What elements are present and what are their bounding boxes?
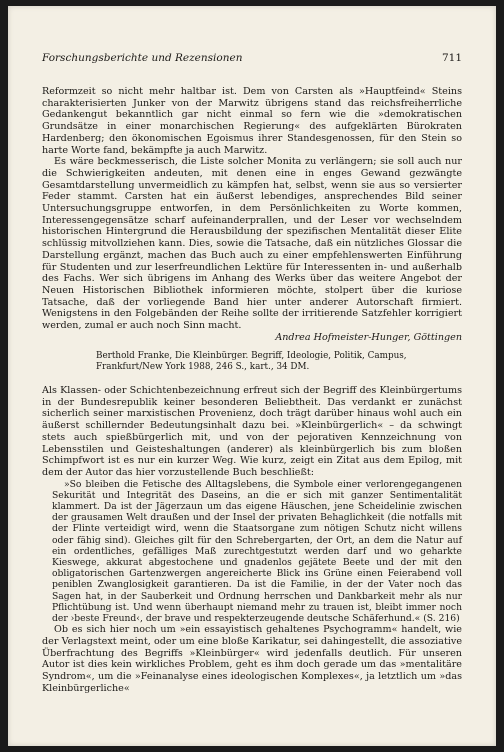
section-title: Forschungsberichte und Rezensionen <box>42 52 243 64</box>
page-number: 711 <box>441 52 462 64</box>
book-page <box>8 6 496 746</box>
book-reference: Berthold Franke, Die Kleinbürger. Begriff, Ideologie, Politik, Campus, Frankfurt/New York 1988, 246 S., kart., 34 DM. <box>96 351 407 372</box>
paragraph: Es wäre beckmesserisch, die Liste solcher Monita zu verlängern; sie soll auch nur die Schwierigkeiten andeuten, mit denen eine in enges Gewand gezwängte Gesamtdarstellung unvermeidlich zu kämpfen hat, selbst, wenn sie aus so versierter Feder stammt. Carsten hat ein äußerst lebendiges, ansprechendes Bild seiner Untersuchungsgruppe entworfen, in dem Persönlichkeiten zu Worte kommen, Interessengegensätze scharf aufeinanderprallen, und der Leser vor wechselndem historischen Hintergrund die Herausbildung der spezifischen Mentalität dieser Elite schlüssig mitvollziehen kann. Dies, sowie die Tatsache, daß ein nützliches Glossar die Darstellung ergänzt, machen das Buch auch zu einer empfehlenswerten Einführung für Studenten und zur leserfreundlichen Lektüre für Interessenten in- und außerhalb des Fachs. Wer sich übrigens im Anhang des Werks über das weitere Angebot der Neuen Historischen Bibliothek informieren möchte, stolpert über die kuriose Tatsache, daß der vorliegende Band hier unter anderer Autorschaft firmiert. Wenigstens in den Folgebänden der Reihe sollte der irritierende Satzfehler korrigiert werden, zumal er auch noch Sinn macht. <box>42 156 462 332</box>
running-header <box>42 52 462 64</box>
block-quote: »So bleiben die Fetische des Alltagslebens, die Symbole einer verlorengegangenen Sekurität und Integrität des Daseins, an die er sich mit ganzer Sentimentalität klammert. Da ist der Jägerzaun um das eigene Häuschen, jene Scheidelinie zwischen der grausamen Welt draußen und der Insel der privaten Behaglichkeit (die notfalls mit der Flinte verteidigt wird, wenn die Staatsorgane zum nötigen Schutz nicht willens oder fähig sind). Gleiches gilt für den Schrebergarten, der Ort, an dem die Natur auf ein ordentliches, gefälliges Maß zurechtgestutzt werden darf und wo geharkte Kieswege, akkurat abgestochene und gnadenlos gejätete Beete und der mit den obligatorischen Gartenzwergen angereicherte Blick ins Grüne einen Feierabend voll peniblen Zwanglosigkeit garantieren. Da ist die Familie, in der der Vater noch das Sagen hat, in der Sauberkeit und Ordnung herrschen und Dankbarkeit mehr als nur Pflichtübung ist. Und wenn überhaupt niemand mehr zu trauen ist, bleibt immer noch der ›beste Freund‹, der brave und respekterzeugende deutsche Schäferhund.« (S. 216) <box>52 478 462 625</box>
paragraph: Reformzeit so nicht mehr haltbar ist. Dem von Carsten als »Hauptfeind« Steins charakterisierten Junker von der Marwitz übrigens stand das reichsfreiherrliche Gedankengut bekanntlich gar nicht einmal so fern wie die »demokratischen Grundsätze in einer monarchischen Regierung« des aufgeklärten Bürokraten Hardenberg; den ökonomischen Egoismus ihrer Standesgenossen, für den Stein so harte Worte fand, bekämpfte ja auch Marwitz. <box>42 86 462 156</box>
review-hofmeister-hunger <box>42 86 462 343</box>
paragraph: Ob es sich hier noch um »ein essayistisch gehaltenes Psychogramm« handelt, wie der Verlagstext meint, oder um eine bloße Karikatur, sei dahingestellt, die assoziative Überfrachtung des Begriffs »Kleinbürger« wird jedenfalls deutlich. Für unseren Autor ist dies kein wirkliches Problem, geht es ihm doch gerade um das »mentalitäre Syndrom«, um die »Feinanalyse eines ideologischen Komplexes«, ja letztlich um »das Kleinbürgerliche« <box>42 624 462 694</box>
reviewer-signature: Andrea Hofmeister-Hunger, Göttingen <box>275 331 462 343</box>
paragraph: Als Klassen- oder Schichtenbezeichnung erfreut sich der Begriff des Kleinbürgertums in der Bundesrepublik keiner besonderen Beliebtheit. Das verdankt er zunächst sicherlich seiner marxistischen Provenienz, doch trägt darüber hinaus wohl auch ein äußerst schillernder Bedeutungsinhalt dazu bei. »Kleinbürgerlich« – da schwingt stets auch spießbürgerlich mit, und von der pejorativen Kennzeichnung von Lebensstilen und Geisteshaltungen (anderer) als kleinbürgerlich bis zum bloßen Schimpfwort ist es nur ein kurzer Weg. Wie kurz, zeigt ein Zitat aus dem Epilog, mit dem der Autor das hier vorzustellende Buch beschließt: <box>42 385 462 478</box>
review-franke <box>42 385 462 694</box>
